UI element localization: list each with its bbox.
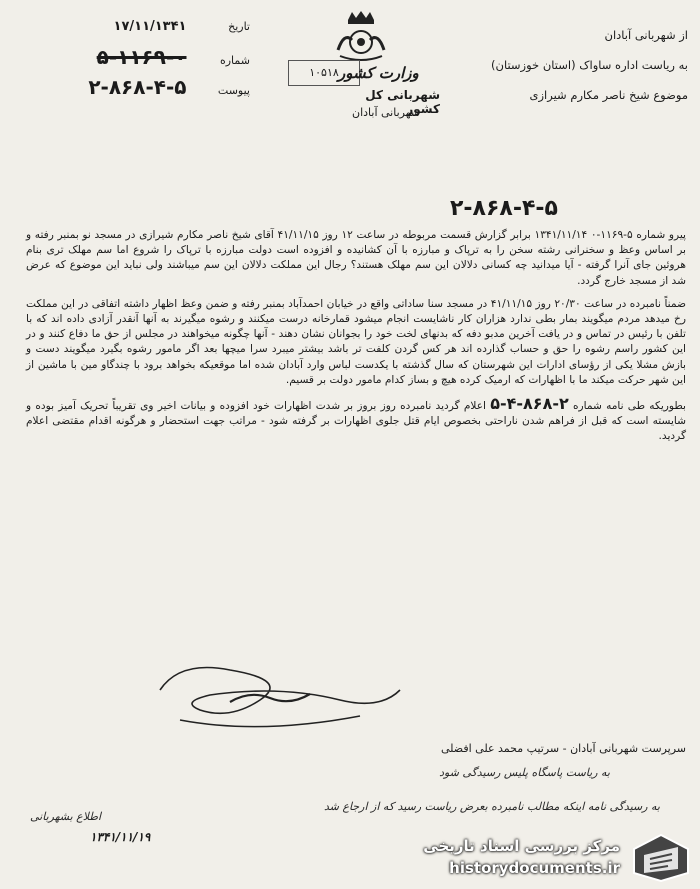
date-label: تاریخ (228, 20, 250, 33)
ministry-name: وزارت کشور (338, 64, 419, 82)
attachment-value: ۲-۸۶۸-۴-۵ (88, 75, 187, 99)
signatory-line: سرپرست شهربانی آبادان - سرتیپ محمد علی افضلی (440, 742, 686, 755)
watermark (392, 833, 692, 883)
number-label: شماره (219, 54, 250, 67)
document-meta (10, 12, 250, 102)
document-number: ۲-۸۶۸-۴-۵ (450, 196, 558, 221)
archive-logo-icon (630, 833, 692, 883)
number-row (10, 42, 250, 72)
paragraph-3-rest: اعلام گردید نامبرده روز بروز بر شدت اظهارات خود افزوده و بیانات اخیر وی تقریباً تحریک آمیز بوده و شایسته است که قبل از فراهم شدن ناراحتی بخصوص ایام قتل جلوی اظهارات بر گرفته شود - مراتب جهت استحضار و هرگونه اقدام مقتضی اعلام گردید. (26, 400, 686, 443)
office-national-police: شهربانی کل کشور (365, 88, 440, 116)
paragraph-2: ضمناً نامبرده در ساعت ۲۰/۳۰ روز ۴۱/۱۱/۱۵ در مسجد سنا ساداتی واقع در خیابان احمدآباد بمنبر رفته و ضمن وعظ اظهار داشته اتفاقی در این مملکت رخ میدهد مردم میگویند بمار بطی ندارد هزاران کار ناشایست انجام میشود قمارخانه درست میکنند و رشوه میگیرند به آنها آنقدر آزادی داده اند که با تلفن با رئیس در تماس و در یافت آخرین مدبو دفه که بدنهای لخت خود را بجوانان نشان دهند - آنها چگونه میخواهند در مجلس از حق ما دفاع کنند و در این کشور راسم رشوه را حق و حساب گذارده اند هر کس گردن کلفت تر باشد بیشتر میبرد سرا میچها بعد اگر مامور رشوه بگیرد میگویند دست و بازش مشلا یکی از رؤسای ادارات این شهرستان که سال گذشته با یکدست لباس وارد آبادان شده اما موقعیکه بخواهد برود با چندگاو مین با ماشین از این شهر حرکت میکند ما با اظهارات که ارمیک کرده هیچ و بساز کدام مامور دولت بر قسیم. (26, 297, 686, 386)
address-block (388, 20, 688, 110)
paragraph-3-prefix: بطوریکه طی نامه شماره (572, 400, 686, 413)
paragraph-3-number: ۲-۸۶۸-۴-۵ (490, 394, 569, 414)
attachment-label: پیوست (217, 84, 250, 97)
handwritten-note-3: اطلاع بشهربانی (30, 810, 102, 823)
stamp-number-box: ۱۰۵۱۸ (288, 60, 360, 86)
handwritten-note-1: به ریاست پاسگاه پلیس رسیدگی شود (439, 766, 610, 779)
watermark-url: historydocuments.ir (449, 859, 620, 877)
paragraph-3 (26, 396, 686, 445)
from-line: از شهربانی آبادان (604, 28, 688, 42)
handwritten-note-2: به رسیدگی نامه اینکه مطالب نامبرده بعرض ریاست رسید که از ارجاع شد (323, 800, 660, 813)
number-value: ۵-۱۱۶۹-۰ (96, 45, 187, 69)
office-abadan-police: شهربانی آبادان (352, 106, 420, 119)
to-line: به ریاست اداره ساواک (استان خوزستان) (491, 58, 688, 72)
letter-body (26, 228, 686, 453)
date-value: ۱۷/۱۱/۱۳۴۱ (113, 19, 187, 34)
handwritten-date: ۱۳۴۱/۱۱/۱۹ (90, 830, 151, 844)
subject-line: موضوع شیخ ناصر مکارم شیرازی (529, 88, 688, 102)
date-row (10, 12, 250, 42)
attachment-row (10, 72, 250, 102)
watermark-title: مرکز بررسی اسناد تاریخی (423, 837, 620, 855)
signature-scribble-icon (140, 650, 440, 740)
lion-and-sun-emblem-icon (330, 10, 392, 62)
paragraph-1: پیرو شماره ۵-۱۱۶۹-۰ ۱۳۴۱/۱۱/۱۴ برابر گزارش قسمت مربوطه در ساعت ۱۲ روز ۴۱/۱۱/۱۵ آقای شیخ ناصر مکارم شیرازی در مسجد نو بمنبر رفته و بر اساس وعظ و سخنرانی رشته سخن را به ترپاک و مبارزه با آن کشانیده و افزوده است دولت مبارزه با ترپاک را شروع اما سم مهلک تری بنام هروئین جای آنرا گرفته - آیا میدانید چه کسانی دلالان این سم مهلک هستند؟ رجال این مملکت دلالان این سم میباشند ولی نباید این موضوع که عرض شد از مسجد خارج گردد. (26, 229, 686, 287)
